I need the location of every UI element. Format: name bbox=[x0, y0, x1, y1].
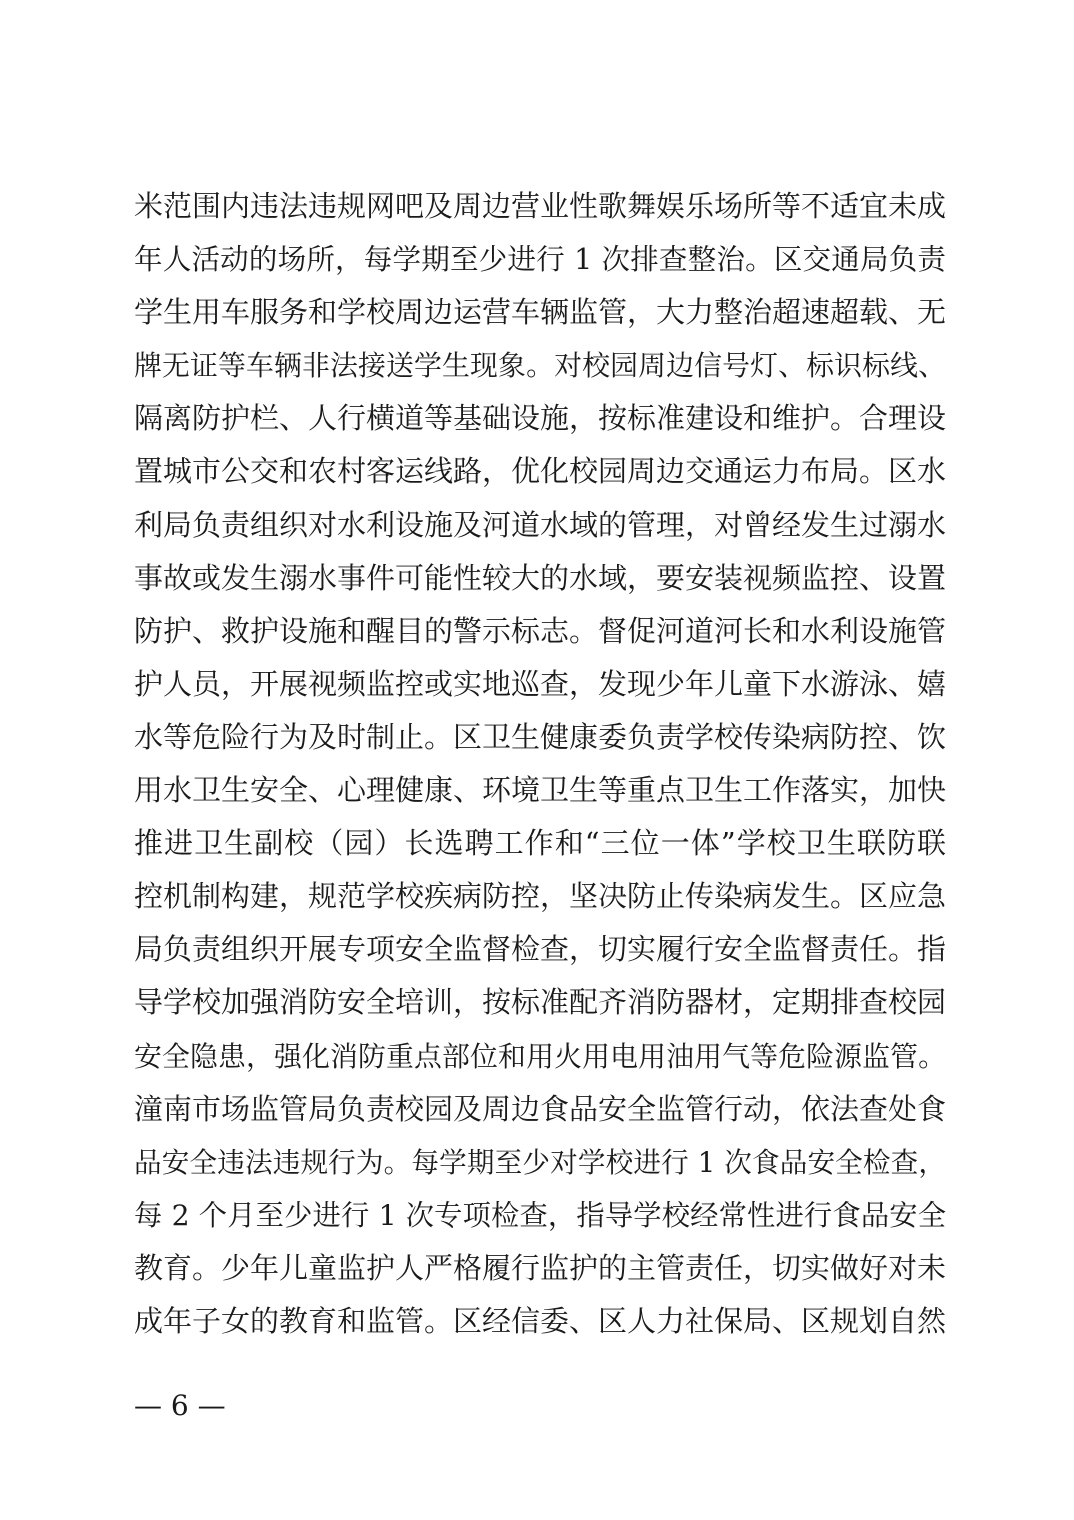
text-line-5: 隔离防护栏、人行横道等基础设施，按标准建设和维护。合理设 bbox=[134, 401, 947, 436]
text-line-1: 米范围内违法违规网吧及周边营业性歌舞娱乐场所等不适宜未成 bbox=[134, 189, 947, 223]
text-line-14: 控机制构建，规范学校疾病防控，坚决防止传染病发生。区应急 bbox=[134, 879, 947, 914]
text-line-8: 事故或发生溺水事件可能性较大的水域，要安装视频监控、设置 bbox=[134, 560, 947, 595]
text-line-19: 品安全违法违规行为。每学期至少对学校进行 1 次食品安全检查， bbox=[134, 1145, 946, 1179]
text-line-7: 利局负责组织对水利设施及河道水域的管理，对曾经发生过溺水 bbox=[134, 507, 947, 542]
text-line-17: 安全隐患，强化消防重点部位和用火用电用油用气等危险源监管。 bbox=[134, 1039, 946, 1073]
text-line-12: 用水卫生安全、心理健康、环境卫生等重点卫生工作落实，加快 bbox=[134, 773, 947, 808]
text-line-21: 教育。少年儿童监护人严格履行监护的主管责任，切实做好对未 bbox=[134, 1250, 947, 1285]
page-number: — 6 — bbox=[134, 1389, 226, 1422]
text-line-6: 置城市公交和农村客运线路，优化校园周边交通运力布局。区水 bbox=[134, 454, 947, 489]
text-line-2: 年人活动的场所，每学期至少进行 1 次排查整治。区交通局负责 bbox=[134, 242, 946, 277]
text-line-16: 导学校加强消防安全培训，按标准配齐消防器材，定期排查校园 bbox=[134, 985, 947, 1020]
text-line-9: 防护、救护设施和醒目的警示标志。督促河道河长和水利设施管 bbox=[134, 613, 947, 648]
text-line-18: 潼南市场监管局负责校园及周边食品安全监管行动，依法查处食 bbox=[134, 1091, 947, 1126]
text-line-20: 每 2 个月至少进行 1 次专项检查，指导学校经常性进行食品安全 bbox=[134, 1198, 946, 1232]
text-line-10: 护人员，开展视频监控或实地巡查，发现少年儿童下水游泳、嬉 bbox=[134, 666, 947, 701]
text-line-22: 成年子女的教育和监管。区经信委、区人力社保局、区规划自然 bbox=[134, 1303, 947, 1338]
text-line-13: 推进卫生副校（园）长选聘工作和“三位一体”学校卫生联防联 bbox=[134, 826, 946, 861]
body-text bbox=[134, 180, 946, 1348]
text-line-4: 牌无证等车辆非法接送学生现象。对校园周边信号灯、标识标线、 bbox=[134, 349, 946, 383]
text-line-15: 局负责组织开展专项安全监督检查，切实履行安全监督责任。指 bbox=[134, 932, 947, 967]
text-line-11: 水等危险行为及时制止。区卫生健康委负责学校传染病防控、饮 bbox=[134, 719, 947, 754]
text-line-3: 学生用车服务和学校周边运营车辆监管，大力整治超速超载、无 bbox=[134, 295, 947, 330]
